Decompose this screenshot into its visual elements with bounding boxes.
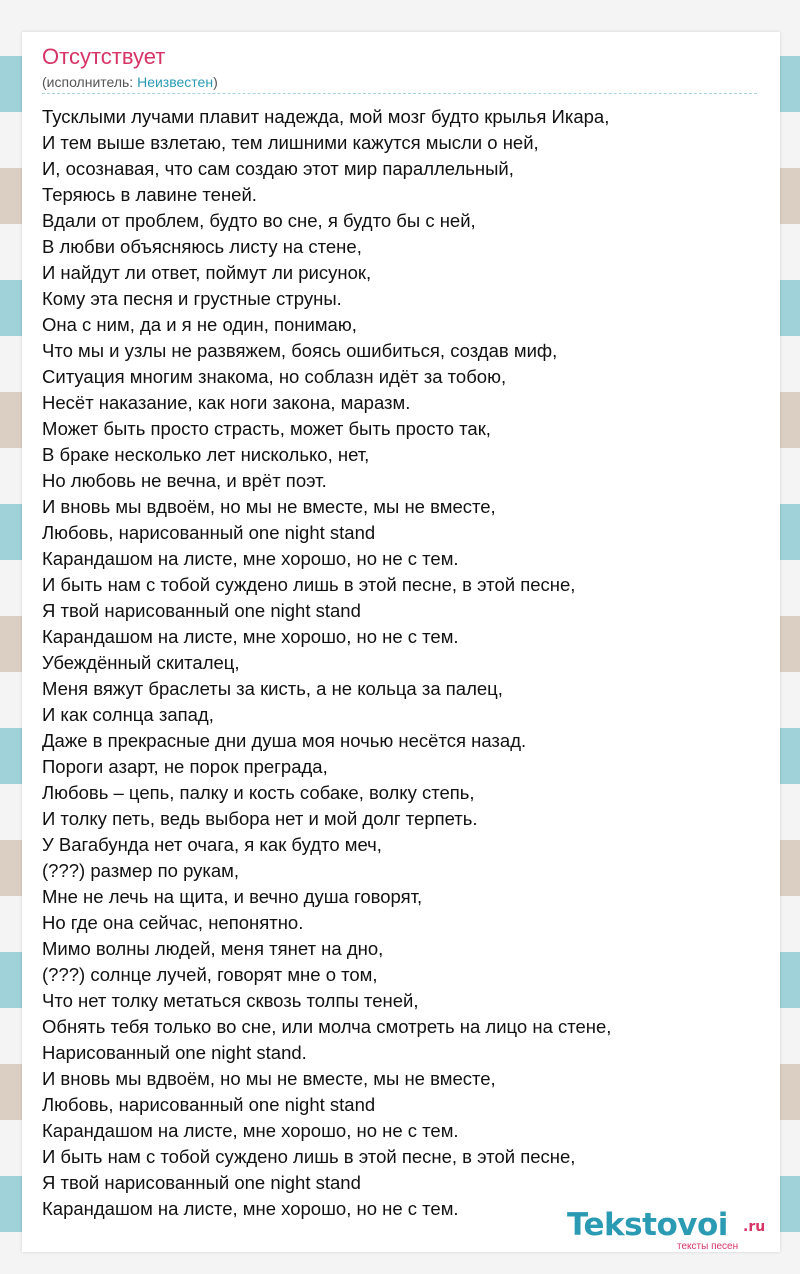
lyric-line: Я твой нарисованный one night stand	[42, 600, 361, 621]
lyric-line: Мимо волны людей, меня тянет на дно,	[42, 938, 384, 959]
song-title: Отсутствует	[42, 44, 166, 69]
lyric-line: Убеждённый скиталец,	[42, 652, 240, 673]
lyric-line: Карандашом на листе, мне хорошо, но не с тем.	[42, 626, 459, 647]
lyric-line: Несёт наказание, как ноги закона, маразм.	[42, 392, 411, 413]
artist-prefix: (исполнитель:	[42, 74, 138, 90]
artist-link[interactable]: Неизвестен	[137, 74, 214, 90]
lyrics-card	[22, 32, 780, 1252]
logo-wordmark: Tekstovoi	[567, 1207, 728, 1243]
lyric-line: Нарисованный one night stand.	[42, 1042, 307, 1063]
lyric-line: И быть нам с тобой суждено лишь в этой песне, в этой песне,	[42, 1146, 576, 1167]
lyric-line: И быть нам с тобой суждено лишь в этой песне, в этой песне,	[42, 574, 576, 595]
lyric-line: И толку петь, ведь выбора нет и мой долг терпеть.	[42, 808, 478, 829]
lyric-line: Вдали от проблем, будто во сне, я будто бы с ней,	[42, 210, 476, 231]
lyric-line: Она с ним, да и я не один, понимаю,	[42, 314, 357, 335]
lyric-line: Меня вяжут браслеты за кисть, а не кольца за палец,	[42, 678, 503, 699]
logo-tagline: тексты песен	[677, 1241, 739, 1252]
title-divider	[42, 93, 757, 94]
lyric-line: Обнять тебя только во сне, или молча смотреть на лицо на стене,	[42, 1016, 612, 1037]
artist-suffix: )	[213, 74, 218, 90]
lyric-line: Но где она сейчас, непонятно.	[42, 912, 304, 933]
lyric-line: Карандашом на листе, мне хорошо, но не с тем.	[42, 1120, 459, 1141]
lyric-line: И вновь мы вдвоём, но мы не вместе, мы не вместе,	[42, 1068, 496, 1089]
artist-line	[42, 74, 218, 90]
lyric-line: Карандашом на листе, мне хорошо, но не с тем.	[42, 1198, 459, 1219]
lyric-line: Любовь, нарисованный one night stand	[42, 1094, 376, 1115]
lyric-line: Пороги азарт, не порок преграда,	[42, 756, 328, 777]
lyric-line: (???) солнце лучей, говорят мне о том,	[42, 964, 378, 985]
logo-domain: .ru	[743, 1219, 766, 1235]
lyric-line: Ситуация многим знакома, но соблазн идёт за тобою,	[42, 366, 507, 387]
lyric-line: Даже в прекрасные дни душа моя ночью несётся назад.	[42, 730, 527, 751]
lyric-line: (???) размер по рукам,	[42, 860, 240, 881]
lyric-line: В браке несколько лет нисколько, нет,	[42, 444, 370, 465]
lyric-line: И, осознавая, что сам создаю этот мир параллельный,	[42, 158, 514, 179]
lyric-line: Кому эта песня и грустные струны.	[42, 288, 342, 309]
lyric-line: И вновь мы вдвоём, но мы не вместе, мы не вместе,	[42, 496, 496, 517]
lyric-line: И найдут ли ответ, поймут ли рисунок,	[42, 262, 372, 283]
lyric-line: Что нет толку метаться сквозь толпы теней,	[42, 990, 419, 1011]
lyric-line: Что мы и узлы не развяжем, боясь ошибиться, создав миф,	[42, 340, 558, 361]
lyrics-text	[42, 104, 757, 1222]
lyric-line: Теряюсь в лавине теней.	[42, 184, 257, 205]
site-logo[interactable]	[567, 1207, 772, 1251]
lyric-line: И как солнца запад,	[42, 704, 214, 725]
lyric-line: Может быть просто страсть, может быть просто так,	[42, 418, 491, 439]
lyric-line: Тусклыми лучами плавит надежда, мой мозг будто крылья Икара,	[42, 106, 610, 127]
lyric-line: У Вагабунда нет очага, я как будто меч,	[42, 834, 382, 855]
lyric-line: Я твой нарисованный one night stand	[42, 1172, 361, 1193]
lyric-line: Мне не лечь на щита, и вечно душа говорят,	[42, 886, 423, 907]
lyric-line: Карандашом на листе, мне хорошо, но не с тем.	[42, 548, 459, 569]
lyric-line: И тем выше взлетаю, тем лишними кажутся мысли о ней,	[42, 132, 539, 153]
lyric-line: Но любовь не вечна, и врёт поэт.	[42, 470, 327, 491]
lyric-line: Любовь, нарисованный one night stand	[42, 522, 376, 543]
lyric-line: Любовь – цепь, палку и кость собаке, волку степь,	[42, 782, 475, 803]
lyric-line: В любви объясняюсь листу на стене,	[42, 236, 362, 257]
